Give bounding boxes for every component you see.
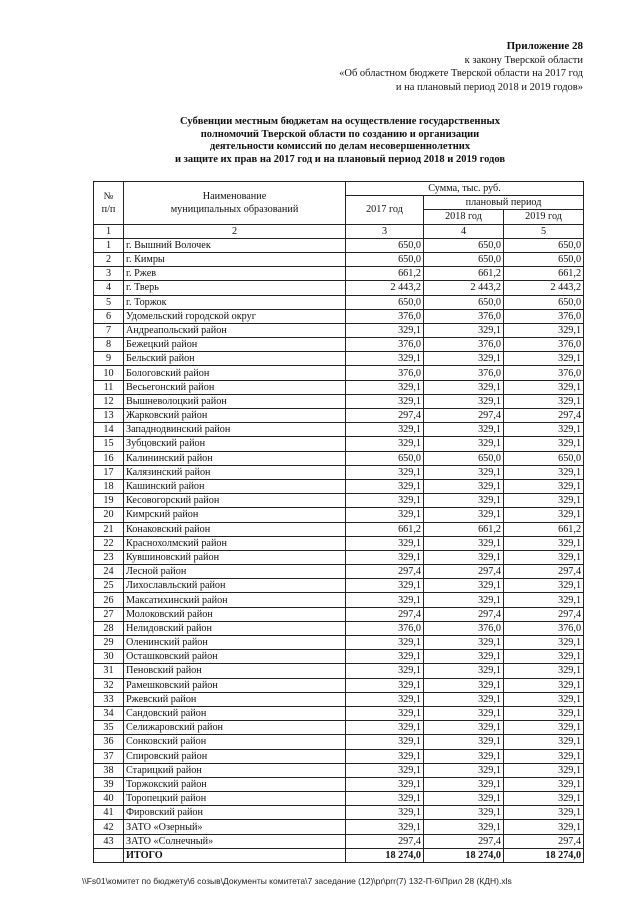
amount-2017: 376,0 xyxy=(346,621,424,635)
amount-2017: 329,1 xyxy=(346,494,424,508)
municipality-name: Сандовский район xyxy=(124,706,346,720)
amount-2018: 329,1 xyxy=(424,650,504,664)
municipality-name: Конаковский район xyxy=(124,522,346,536)
amount-2019: 376,0 xyxy=(504,621,584,635)
row-number: 29 xyxy=(94,636,124,650)
amount-2019: 329,1 xyxy=(504,494,584,508)
amount-2018: 329,1 xyxy=(424,352,504,366)
amount-2019: 329,1 xyxy=(504,706,584,720)
amount-2018: 297,4 xyxy=(424,834,504,848)
table-row xyxy=(94,508,584,522)
table-row xyxy=(94,366,584,380)
subsidy-table xyxy=(93,181,584,863)
amount-2019: 329,1 xyxy=(504,380,584,394)
amount-2019: 297,4 xyxy=(504,607,584,621)
amount-2019: 329,1 xyxy=(504,508,584,522)
amount-2019: 297,4 xyxy=(504,565,584,579)
row-number: 38 xyxy=(94,763,124,777)
row-number: 42 xyxy=(94,820,124,834)
row-number: 16 xyxy=(94,451,124,465)
amount-2019: 329,1 xyxy=(504,664,584,678)
municipality-name: Кувшиновский район xyxy=(124,550,346,564)
header-number-line-1: № xyxy=(103,190,114,202)
row-number: 1 xyxy=(94,238,124,252)
table-row xyxy=(94,352,584,366)
municipality-name: Торопецкий район xyxy=(124,792,346,806)
amount-2018: 329,1 xyxy=(424,636,504,650)
row-number: 15 xyxy=(94,437,124,451)
amount-2019: 329,1 xyxy=(504,792,584,806)
amount-2019: 650,0 xyxy=(504,451,584,465)
amount-2017: 329,1 xyxy=(346,706,424,720)
amount-2018: 329,1 xyxy=(424,763,504,777)
column-number: 1 xyxy=(94,224,124,238)
amount-2017: 297,4 xyxy=(346,834,424,848)
row-number: 12 xyxy=(94,394,124,408)
row-number: 31 xyxy=(94,664,124,678)
table-row xyxy=(94,692,584,706)
header-sum: Сумма, тыс. руб. xyxy=(346,182,584,196)
municipality-name: ЗАТО «Озерный» xyxy=(124,820,346,834)
document-title-line-2: полномочий Тверской области по созданию и организации xyxy=(200,128,480,140)
row-number: 37 xyxy=(94,749,124,763)
amount-2017: 329,1 xyxy=(346,763,424,777)
amount-2017: 650,0 xyxy=(346,252,424,266)
amount-2019: 329,1 xyxy=(504,777,584,791)
amount-2017: 329,1 xyxy=(346,678,424,692)
municipality-name: Бежецкий район xyxy=(124,338,346,352)
amount-2018: 329,1 xyxy=(424,479,504,493)
row-number: 25 xyxy=(94,579,124,593)
table-row xyxy=(94,834,584,848)
amount-2019: 661,2 xyxy=(504,522,584,536)
municipality-name: Западнодвинский район xyxy=(124,423,346,437)
amount-2017: 329,1 xyxy=(346,380,424,394)
amount-2017: 661,2 xyxy=(346,522,424,536)
amount-2019: 329,1 xyxy=(504,423,584,437)
row-number: 34 xyxy=(94,706,124,720)
municipality-name: Лесной район xyxy=(124,565,346,579)
row-number: 5 xyxy=(94,295,124,309)
amount-2018: 376,0 xyxy=(424,338,504,352)
amount-2017: 329,1 xyxy=(346,352,424,366)
amount-2018: 376,0 xyxy=(424,309,504,323)
municipality-name: Удомельский городской округ xyxy=(124,309,346,323)
amount-2019: 329,1 xyxy=(504,394,584,408)
amount-2018: 376,0 xyxy=(424,621,504,635)
amount-2018: 329,1 xyxy=(424,706,504,720)
amount-2018: 329,1 xyxy=(424,749,504,763)
table-row xyxy=(94,252,584,266)
municipality-name: ЗАТО «Солнечный» xyxy=(124,834,346,848)
amount-2018: 376,0 xyxy=(424,366,504,380)
municipality-name: Торжокский район xyxy=(124,777,346,791)
amount-2019: 650,0 xyxy=(504,295,584,309)
table-row xyxy=(94,479,584,493)
total-2017: 18 274,0 xyxy=(346,848,424,862)
header-2019: 2019 год xyxy=(504,210,584,224)
table-row xyxy=(94,820,584,834)
amount-2019: 329,1 xyxy=(504,820,584,834)
amount-2019: 2 443,2 xyxy=(504,281,584,295)
table-row xyxy=(94,593,584,607)
amount-2019: 329,1 xyxy=(504,692,584,706)
amount-2017: 329,1 xyxy=(346,777,424,791)
row-number: 40 xyxy=(94,792,124,806)
municipality-name: Рамешковский район xyxy=(124,678,346,692)
header-name-line-1: Наименование xyxy=(202,190,267,202)
amount-2018: 329,1 xyxy=(424,777,504,791)
amount-2017: 329,1 xyxy=(346,650,424,664)
amount-2017: 329,1 xyxy=(346,636,424,650)
amount-2017: 329,1 xyxy=(346,536,424,550)
table-row xyxy=(94,735,584,749)
table-row xyxy=(94,394,584,408)
table-row xyxy=(94,380,584,394)
table-body xyxy=(94,238,584,848)
document-title-line-3: деятельности комиссий по делам несовершеннолетних xyxy=(209,141,471,152)
amount-2017: 329,1 xyxy=(346,792,424,806)
amount-2019: 650,0 xyxy=(504,252,584,266)
amount-2019: 329,1 xyxy=(504,636,584,650)
amount-2018: 329,1 xyxy=(424,380,504,394)
amount-2017: 650,0 xyxy=(346,295,424,309)
row-number: 24 xyxy=(94,565,124,579)
table-row xyxy=(94,281,584,295)
amount-2018: 297,4 xyxy=(424,565,504,579)
total-2019: 18 274,0 xyxy=(504,848,584,862)
table-row xyxy=(94,678,584,692)
column-number-row xyxy=(94,224,584,238)
municipality-name: Максатихинский район xyxy=(124,593,346,607)
amount-2018: 329,1 xyxy=(424,792,504,806)
amount-2017: 329,1 xyxy=(346,423,424,437)
appendix-line-3: и на плановый период 2018 и 2019 годов» xyxy=(395,81,583,93)
total-label: ИТОГО xyxy=(124,848,346,862)
amount-2017: 329,1 xyxy=(346,593,424,607)
amount-2018: 650,0 xyxy=(424,252,504,266)
table-row xyxy=(94,522,584,536)
table-row xyxy=(94,437,584,451)
table-row xyxy=(94,295,584,309)
municipality-name: Жарковский район xyxy=(124,409,346,423)
table-row xyxy=(94,494,584,508)
amount-2017: 329,1 xyxy=(346,664,424,678)
amount-2019: 297,4 xyxy=(504,409,584,423)
amount-2017: 650,0 xyxy=(346,238,424,252)
municipality-name: г. Тверь xyxy=(124,281,346,295)
municipality-name: Старицкий район xyxy=(124,763,346,777)
amount-2019: 297,4 xyxy=(504,834,584,848)
amount-2018: 329,1 xyxy=(424,550,504,564)
amount-2018: 329,1 xyxy=(424,579,504,593)
table-row xyxy=(94,607,584,621)
amount-2019: 329,1 xyxy=(504,465,584,479)
row-number: 26 xyxy=(94,593,124,607)
municipality-name: г. Торжок xyxy=(124,295,346,309)
amount-2019: 329,1 xyxy=(504,579,584,593)
amount-2018: 329,1 xyxy=(424,593,504,607)
amount-2018: 329,1 xyxy=(424,494,504,508)
municipality-name: Сонковский район xyxy=(124,735,346,749)
municipality-name: г. Кимры xyxy=(124,252,346,266)
table-row xyxy=(94,749,584,763)
row-number: 18 xyxy=(94,479,124,493)
header-number xyxy=(94,182,124,225)
header-name-line-2: муниципальных образований xyxy=(170,203,299,215)
amount-2018: 329,1 xyxy=(424,735,504,749)
row-number: 32 xyxy=(94,678,124,692)
municipality-name: Бельский район xyxy=(124,352,346,366)
row-number: 14 xyxy=(94,423,124,437)
row-number: 30 xyxy=(94,650,124,664)
row-number: 3 xyxy=(94,267,124,281)
municipality-name: Зубцовский район xyxy=(124,437,346,451)
amount-2019: 329,1 xyxy=(504,650,584,664)
row-number: 13 xyxy=(94,409,124,423)
total-2018: 18 274,0 xyxy=(424,848,504,862)
amount-2018: 329,1 xyxy=(424,806,504,820)
amount-2019: 329,1 xyxy=(504,749,584,763)
amount-2019: 329,1 xyxy=(504,479,584,493)
municipality-name: Молоковский район xyxy=(124,607,346,621)
file-path-footer: \\Fs01\комитет по бюджету\6 созыв\Документы комитета\7 заседание (12)\pr\prr(7) 132-П-6\Прил 28 (КДН).xls xyxy=(82,876,512,886)
table-row xyxy=(94,323,584,337)
row-number: 35 xyxy=(94,721,124,735)
amount-2018: 329,1 xyxy=(424,721,504,735)
municipality-name: Спировский район xyxy=(124,749,346,763)
table-row xyxy=(94,238,584,252)
table-row xyxy=(94,650,584,664)
amount-2019: 376,0 xyxy=(504,366,584,380)
row-number: 21 xyxy=(94,522,124,536)
table-row xyxy=(94,579,584,593)
row-number: 10 xyxy=(94,366,124,380)
table-row xyxy=(94,423,584,437)
amount-2019: 329,1 xyxy=(504,352,584,366)
row-number: 11 xyxy=(94,380,124,394)
table-row xyxy=(94,777,584,791)
amount-2018: 661,2 xyxy=(424,522,504,536)
amount-2019: 329,1 xyxy=(504,437,584,451)
table-row xyxy=(94,792,584,806)
municipality-name: Нелидовский район xyxy=(124,621,346,635)
amount-2019: 376,0 xyxy=(504,309,584,323)
document-title-line-1: Субвенции местным бюджетам на осуществление государственных xyxy=(180,116,500,127)
amount-2017: 329,1 xyxy=(346,437,424,451)
table-row xyxy=(94,465,584,479)
municipality-name: г. Ржев xyxy=(124,267,346,281)
table-row xyxy=(94,664,584,678)
row-number: 8 xyxy=(94,338,124,352)
table-row xyxy=(94,636,584,650)
municipality-name: Бологовский район xyxy=(124,366,346,380)
table-row xyxy=(94,338,584,352)
row-number: 23 xyxy=(94,550,124,564)
row-number: 22 xyxy=(94,536,124,550)
amount-2017: 297,4 xyxy=(346,565,424,579)
amount-2018: 650,0 xyxy=(424,295,504,309)
table-row xyxy=(94,409,584,423)
amount-2018: 650,0 xyxy=(424,238,504,252)
amount-2017: 376,0 xyxy=(346,338,424,352)
table-row xyxy=(94,309,584,323)
amount-2018: 329,1 xyxy=(424,423,504,437)
table-row xyxy=(94,536,584,550)
amount-2017: 329,1 xyxy=(346,692,424,706)
municipality-name: Лихославльский район xyxy=(124,579,346,593)
municipality-name: Кимрский район xyxy=(124,508,346,522)
table-row xyxy=(94,806,584,820)
amount-2017: 329,1 xyxy=(346,749,424,763)
municipality-name: Пеновский район xyxy=(124,664,346,678)
amount-2017: 329,1 xyxy=(346,721,424,735)
municipality-name: Кесовогорский район xyxy=(124,494,346,508)
municipality-name: Краснохолмский район xyxy=(124,536,346,550)
amount-2017: 329,1 xyxy=(346,806,424,820)
row-number: 33 xyxy=(94,692,124,706)
municipality-name: Калининский район xyxy=(124,451,346,465)
amount-2017: 329,1 xyxy=(346,735,424,749)
row-number: 20 xyxy=(94,508,124,522)
amount-2018: 329,1 xyxy=(424,678,504,692)
amount-2019: 329,1 xyxy=(504,735,584,749)
amount-2018: 329,1 xyxy=(424,437,504,451)
row-number: 39 xyxy=(94,777,124,791)
municipality-name: Фировский район xyxy=(124,806,346,820)
amount-2018: 329,1 xyxy=(424,664,504,678)
municipality-name: Селижаровский район xyxy=(124,721,346,735)
column-number: 4 xyxy=(424,224,504,238)
municipality-name: Весьегонский район xyxy=(124,380,346,394)
amount-2019: 329,1 xyxy=(504,721,584,735)
amount-2017: 329,1 xyxy=(346,550,424,564)
column-number: 2 xyxy=(124,224,346,238)
document-title xyxy=(150,116,530,166)
municipality-name: Ржевский район xyxy=(124,692,346,706)
amount-2018: 329,1 xyxy=(424,508,504,522)
document-title-line-4: и защите их прав на 2017 год и на плановый период 2018 и 2019 годов xyxy=(174,153,505,165)
appendix-title: Приложение 28 xyxy=(506,40,583,52)
table-row xyxy=(94,706,584,720)
table-row xyxy=(94,763,584,777)
municipality-name: г. Вышний Волочек xyxy=(124,238,346,252)
amount-2017: 329,1 xyxy=(346,394,424,408)
table-row xyxy=(94,721,584,735)
municipality-name: Вышневолоцкий район xyxy=(124,394,346,408)
amount-2019: 329,1 xyxy=(504,536,584,550)
row-number: 27 xyxy=(94,607,124,621)
amount-2017: 376,0 xyxy=(346,366,424,380)
amount-2018: 329,1 xyxy=(424,692,504,706)
municipality-name: Калязинский район xyxy=(124,465,346,479)
amount-2019: 661,2 xyxy=(504,267,584,281)
row-number: 6 xyxy=(94,309,124,323)
amount-2018: 329,1 xyxy=(424,394,504,408)
amount-2017: 329,1 xyxy=(346,820,424,834)
table-row xyxy=(94,621,584,635)
header-2017: 2017 год xyxy=(346,196,424,224)
row-number: 41 xyxy=(94,806,124,820)
amount-2019: 329,1 xyxy=(504,323,584,337)
amount-2017: 329,1 xyxy=(346,323,424,337)
row-number: 36 xyxy=(94,735,124,749)
table-row xyxy=(94,451,584,465)
amount-2018: 329,1 xyxy=(424,536,504,550)
amount-2018: 297,4 xyxy=(424,409,504,423)
amount-2018: 329,1 xyxy=(424,820,504,834)
amount-2018: 661,2 xyxy=(424,267,504,281)
amount-2018: 329,1 xyxy=(424,323,504,337)
amount-2017: 329,1 xyxy=(346,508,424,522)
header-name xyxy=(124,182,346,225)
amount-2019: 329,1 xyxy=(504,678,584,692)
amount-2019: 650,0 xyxy=(504,238,584,252)
total-row xyxy=(94,848,584,862)
table-row xyxy=(94,267,584,281)
row-number: 43 xyxy=(94,834,124,848)
amount-2017: 297,4 xyxy=(346,409,424,423)
amount-2017: 376,0 xyxy=(346,309,424,323)
row-number: 2 xyxy=(94,252,124,266)
amount-2017: 2 443,2 xyxy=(346,281,424,295)
row-number: 7 xyxy=(94,323,124,337)
column-number: 3 xyxy=(346,224,424,238)
table-row xyxy=(94,565,584,579)
appendix-header xyxy=(339,40,583,94)
amount-2018: 650,0 xyxy=(424,451,504,465)
municipality-name: Осташковский район xyxy=(124,650,346,664)
appendix-line-2: «Об областном бюджете Тверской области на 2017 год xyxy=(339,68,583,79)
amount-2017: 329,1 xyxy=(346,479,424,493)
amount-2017: 650,0 xyxy=(346,451,424,465)
table-row xyxy=(94,550,584,564)
amount-2017: 329,1 xyxy=(346,465,424,479)
amount-2018: 297,4 xyxy=(424,607,504,621)
row-number: 28 xyxy=(94,621,124,635)
row-number: 4 xyxy=(94,281,124,295)
amount-2019: 329,1 xyxy=(504,763,584,777)
appendix-line-1: к закону Тверской области xyxy=(464,54,583,66)
municipality-name: Кашинский район xyxy=(124,479,346,493)
header-planned-period: плановый период xyxy=(424,196,584,210)
header-number-line-2: п/п xyxy=(101,203,116,215)
column-number: 5 xyxy=(504,224,584,238)
municipality-name: Оленинский район xyxy=(124,636,346,650)
amount-2017: 329,1 xyxy=(346,579,424,593)
header-2018: 2018 год xyxy=(424,210,504,224)
amount-2019: 329,1 xyxy=(504,593,584,607)
amount-2018: 329,1 xyxy=(424,465,504,479)
amount-2019: 376,0 xyxy=(504,338,584,352)
municipality-name: Андреапольский район xyxy=(124,323,346,337)
row-number: 9 xyxy=(94,352,124,366)
amount-2019: 329,1 xyxy=(504,550,584,564)
total-number-cell xyxy=(94,848,124,862)
amount-2018: 2 443,2 xyxy=(424,281,504,295)
amount-2017: 661,2 xyxy=(346,267,424,281)
row-number: 19 xyxy=(94,494,124,508)
row-number: 17 xyxy=(94,465,124,479)
amount-2017: 297,4 xyxy=(346,607,424,621)
amount-2019: 329,1 xyxy=(504,806,584,820)
